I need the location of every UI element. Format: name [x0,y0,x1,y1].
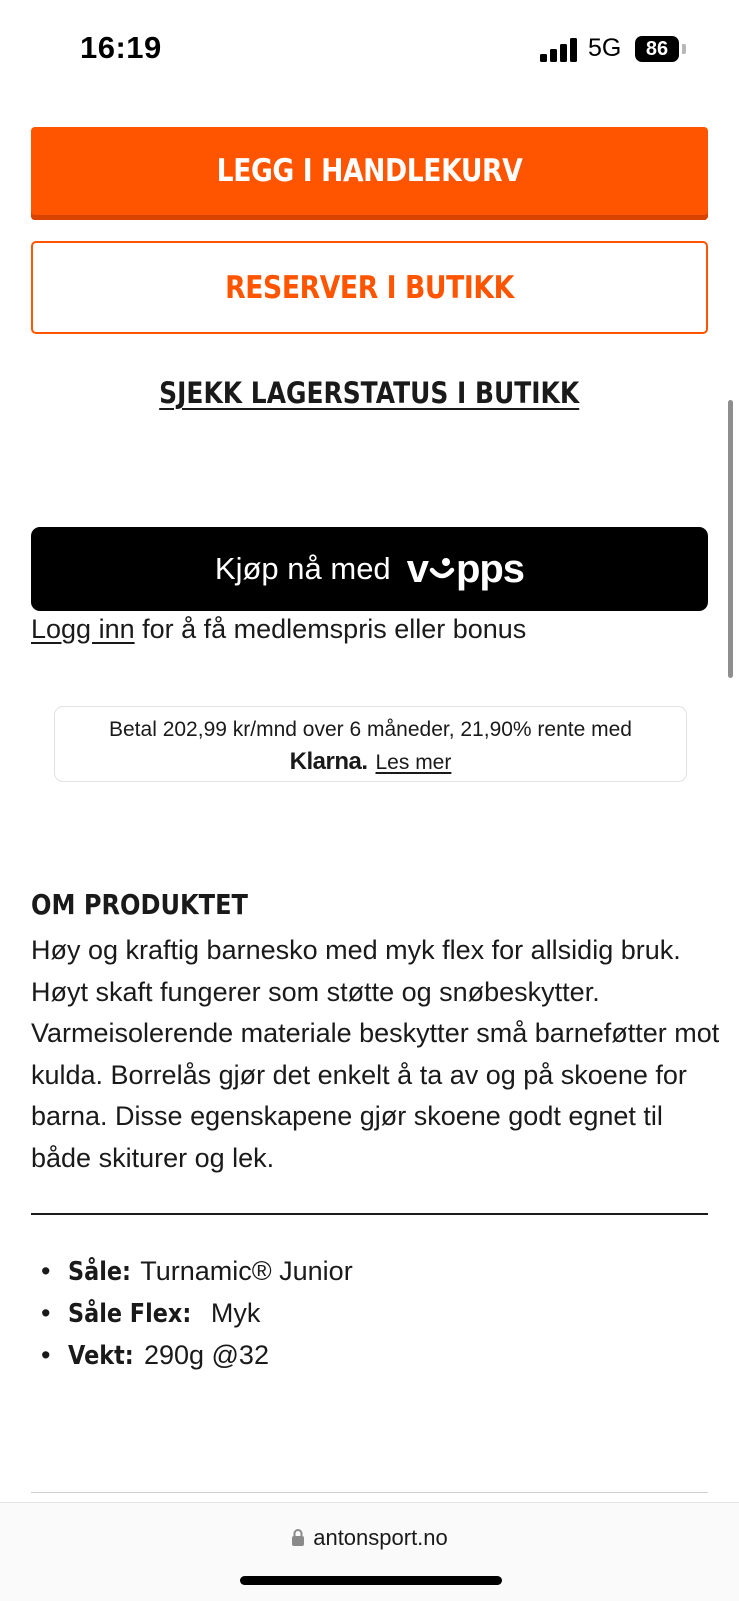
section-divider [31,1213,708,1215]
home-indicator[interactable] [240,1576,502,1585]
spec-item: • Såle Flex: Myk [31,1292,353,1334]
vipps-logo-right: pps [455,546,525,591]
product-specs [31,1250,353,1376]
network-type: 5G [588,34,622,62]
spec-item: • Vekt: 290g @32 [31,1334,353,1376]
add-to-cart-button[interactable] [31,127,708,220]
battery-icon: 86 [635,36,679,62]
spec-label: Såle Flex: [68,1299,192,1329]
status-time: 16:19 [80,30,162,65]
klarna-logo: Klarna. [289,748,368,775]
reserve-in-store-button[interactable] [31,241,708,334]
spec-value: Turnamic® Junior [133,1256,353,1286]
spec-value: 290g @32 [136,1340,269,1370]
vipps-logo [407,547,524,592]
klarna-text: Betal 202,99 kr/mnd over 6 måneder, 21,90% rente med [109,718,632,741]
spec-label: Vekt: [68,1341,134,1371]
vipps-button-text: Kjøp nå med [214,551,391,586]
login-prompt [31,614,526,645]
klarna-logo-row [55,748,686,776]
check-stock-link[interactable]: SJEKK LAGERSTATUS I BUTIKK [159,376,580,410]
check-stock-link-wrap [0,376,739,420]
spec-value: Myk [203,1298,261,1328]
product-description: Høy og kraftig barnesko med myk flex for allsidig bruk. Høyt skaft fungerer som støtte og snøbeskytter. Varmeisolerende materiale beskytter små barneføtter mot kulda. Borrelås gjør det enkelt å ta av og på skoene for barna. Disse egenskapene gjør skoene godt egnet til både skiturer og lek. [31,935,720,1173]
klarna-read-more-link[interactable]: Les mer [375,751,452,774]
klarna-banner [54,706,687,782]
login-prompt-text: for å få medlemspris eller bonus [134,614,527,644]
vipps-logo-left: v [406,546,428,591]
spec-item: • Såle: Turnamic® Junior [31,1250,353,1292]
spec-label: Såle: [68,1257,131,1287]
signal-icon [540,38,578,62]
add-to-cart-label: LEGG I HANDLEKURV [216,153,523,189]
battery-tip [682,44,686,54]
status-bar [0,0,739,100]
url-display[interactable] [0,1525,739,1551]
browser-address-bar[interactable] [0,1502,739,1601]
url-text: antonsport.no [313,1525,448,1550]
product-section-title: OM PRODUKTET [31,888,248,921]
reserve-in-store-label: RESERVER I BUTIKK [225,269,514,306]
login-link[interactable]: Logg inn [31,614,135,644]
vipps-buy-button[interactable] [31,527,708,611]
scrollbar[interactable] [728,400,733,678]
footer-divider [31,1492,708,1493]
vipps-smile-icon [429,554,455,584]
lock-icon [291,1528,305,1547]
